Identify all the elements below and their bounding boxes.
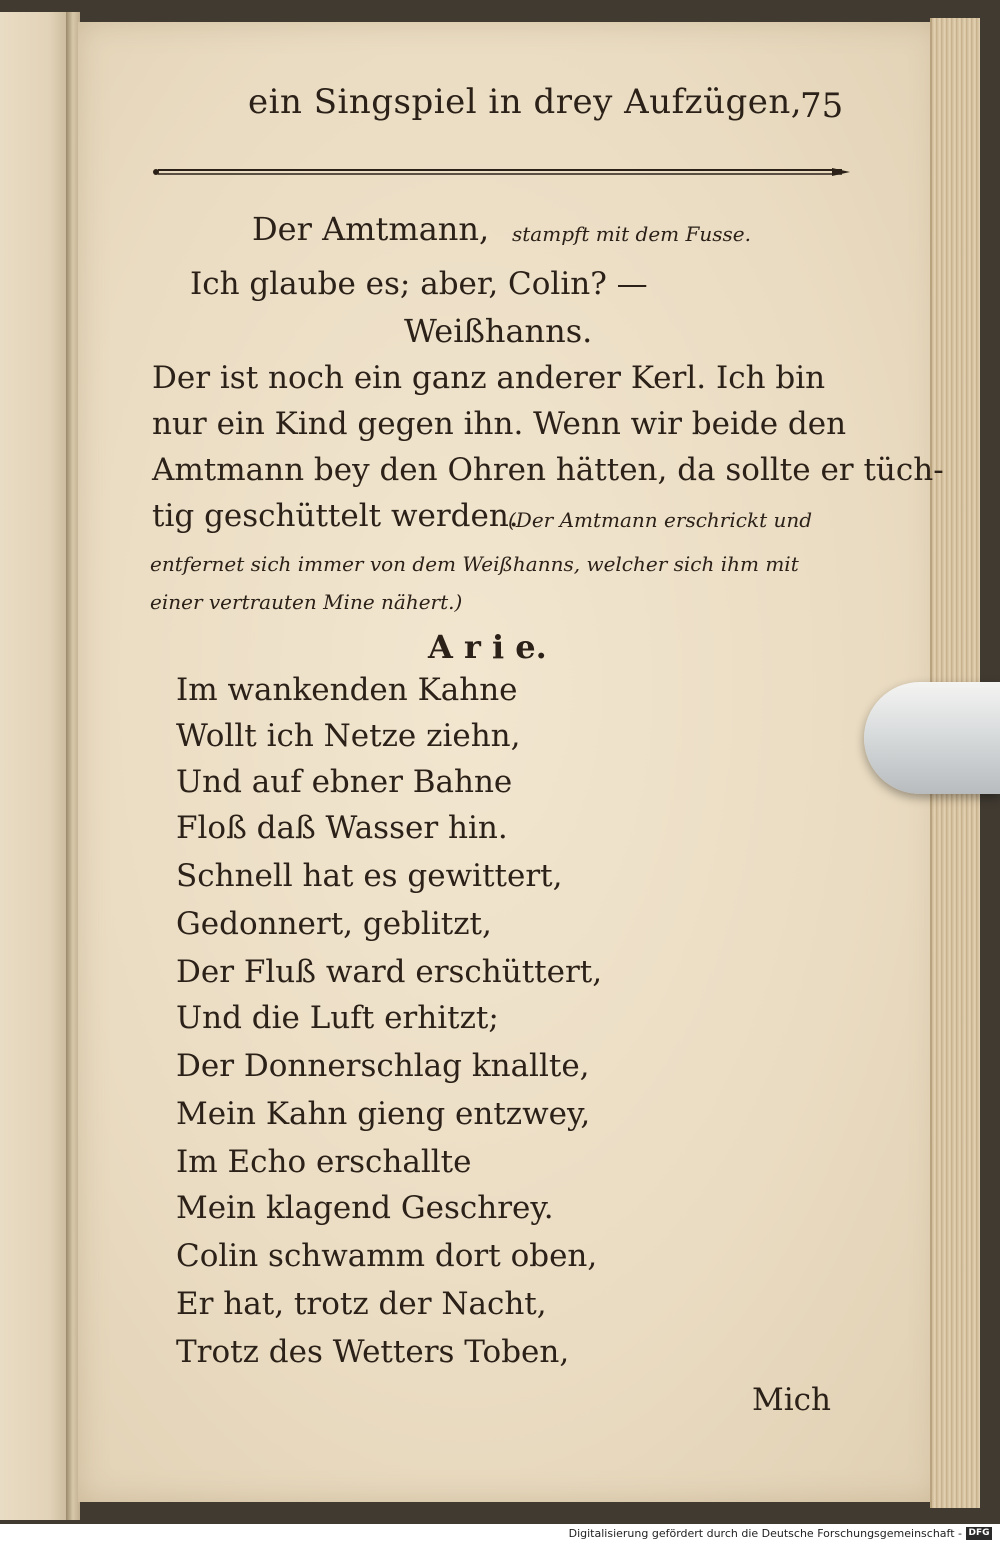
verse-line: Er hat, trotz der Nacht,: [176, 1286, 547, 1322]
verse-line: Der Donnerschlag knallte,: [176, 1048, 590, 1084]
stage-direction: einer vertrauten Mine nähert.): [150, 590, 463, 614]
facing-page-edge: [0, 12, 72, 1520]
running-head: ein Singspiel in drey Aufzügen,: [248, 82, 803, 122]
verse-line: Mein klagend Geschrey.: [176, 1190, 554, 1226]
speaker-name: Der Amtmann,: [252, 210, 490, 248]
prose-line: Der ist noch ein ganz anderer Kerl. Ich bin: [152, 360, 826, 396]
verse-line: Mein Kahn gieng entzwey,: [176, 1096, 591, 1132]
prose-line: tig geschüttelt werden.: [152, 498, 519, 534]
stage-direction: stampft mit dem Fusse.: [512, 222, 751, 246]
verse-line: Der Fluß ward erschüttert,: [176, 954, 603, 990]
verse-line: Im wankenden Kahne: [176, 672, 518, 708]
book-page: [78, 22, 940, 1502]
stage-direction: entfernet sich immer von dem Weißhanns, welcher sich ihm mit: [150, 552, 799, 576]
stage-direction: (Der Amtmann erschrickt und: [508, 508, 813, 532]
verse-line: Gedonnert, geblitzt,: [176, 906, 492, 942]
prose-line: nur ein Kind gegen ihn. Wenn wir beide den: [152, 406, 847, 442]
speaker-name: Weißhanns.: [404, 312, 593, 350]
verse-line: Und auf ebner Bahne: [176, 764, 513, 800]
dfg-logo: DFG: [966, 1527, 992, 1540]
verse-line: Im Echo erschallte: [176, 1144, 472, 1180]
page-holder-clip: [864, 682, 1000, 794]
page-number: 75: [800, 86, 844, 126]
verse-line: Und die Luft erhitzt;: [176, 1000, 499, 1036]
verse-line: Colin schwamm dort oben,: [176, 1238, 598, 1274]
header-rule: [152, 166, 852, 178]
prose-line: Amtmann bey den Ohren hätten, da sollte er tüch-: [152, 452, 944, 488]
funding-credit: Digitalisierung gefördert durch die Deutsche Forschungsgemeinschaft -: [568, 1527, 962, 1540]
catchword: Mich: [752, 1382, 831, 1418]
dialogue-line: Ich glaube es; aber, Colin? —: [190, 266, 648, 302]
verse-line: Trotz des Wetters Toben,: [176, 1334, 570, 1370]
aria-heading: A r i e.: [428, 628, 547, 666]
verse-line: Floß daß Wasser hin.: [176, 810, 508, 846]
verse-line: Wollt ich Netze ziehn,: [176, 718, 521, 754]
verse-line: Schnell hat es gewittert,: [176, 858, 563, 894]
